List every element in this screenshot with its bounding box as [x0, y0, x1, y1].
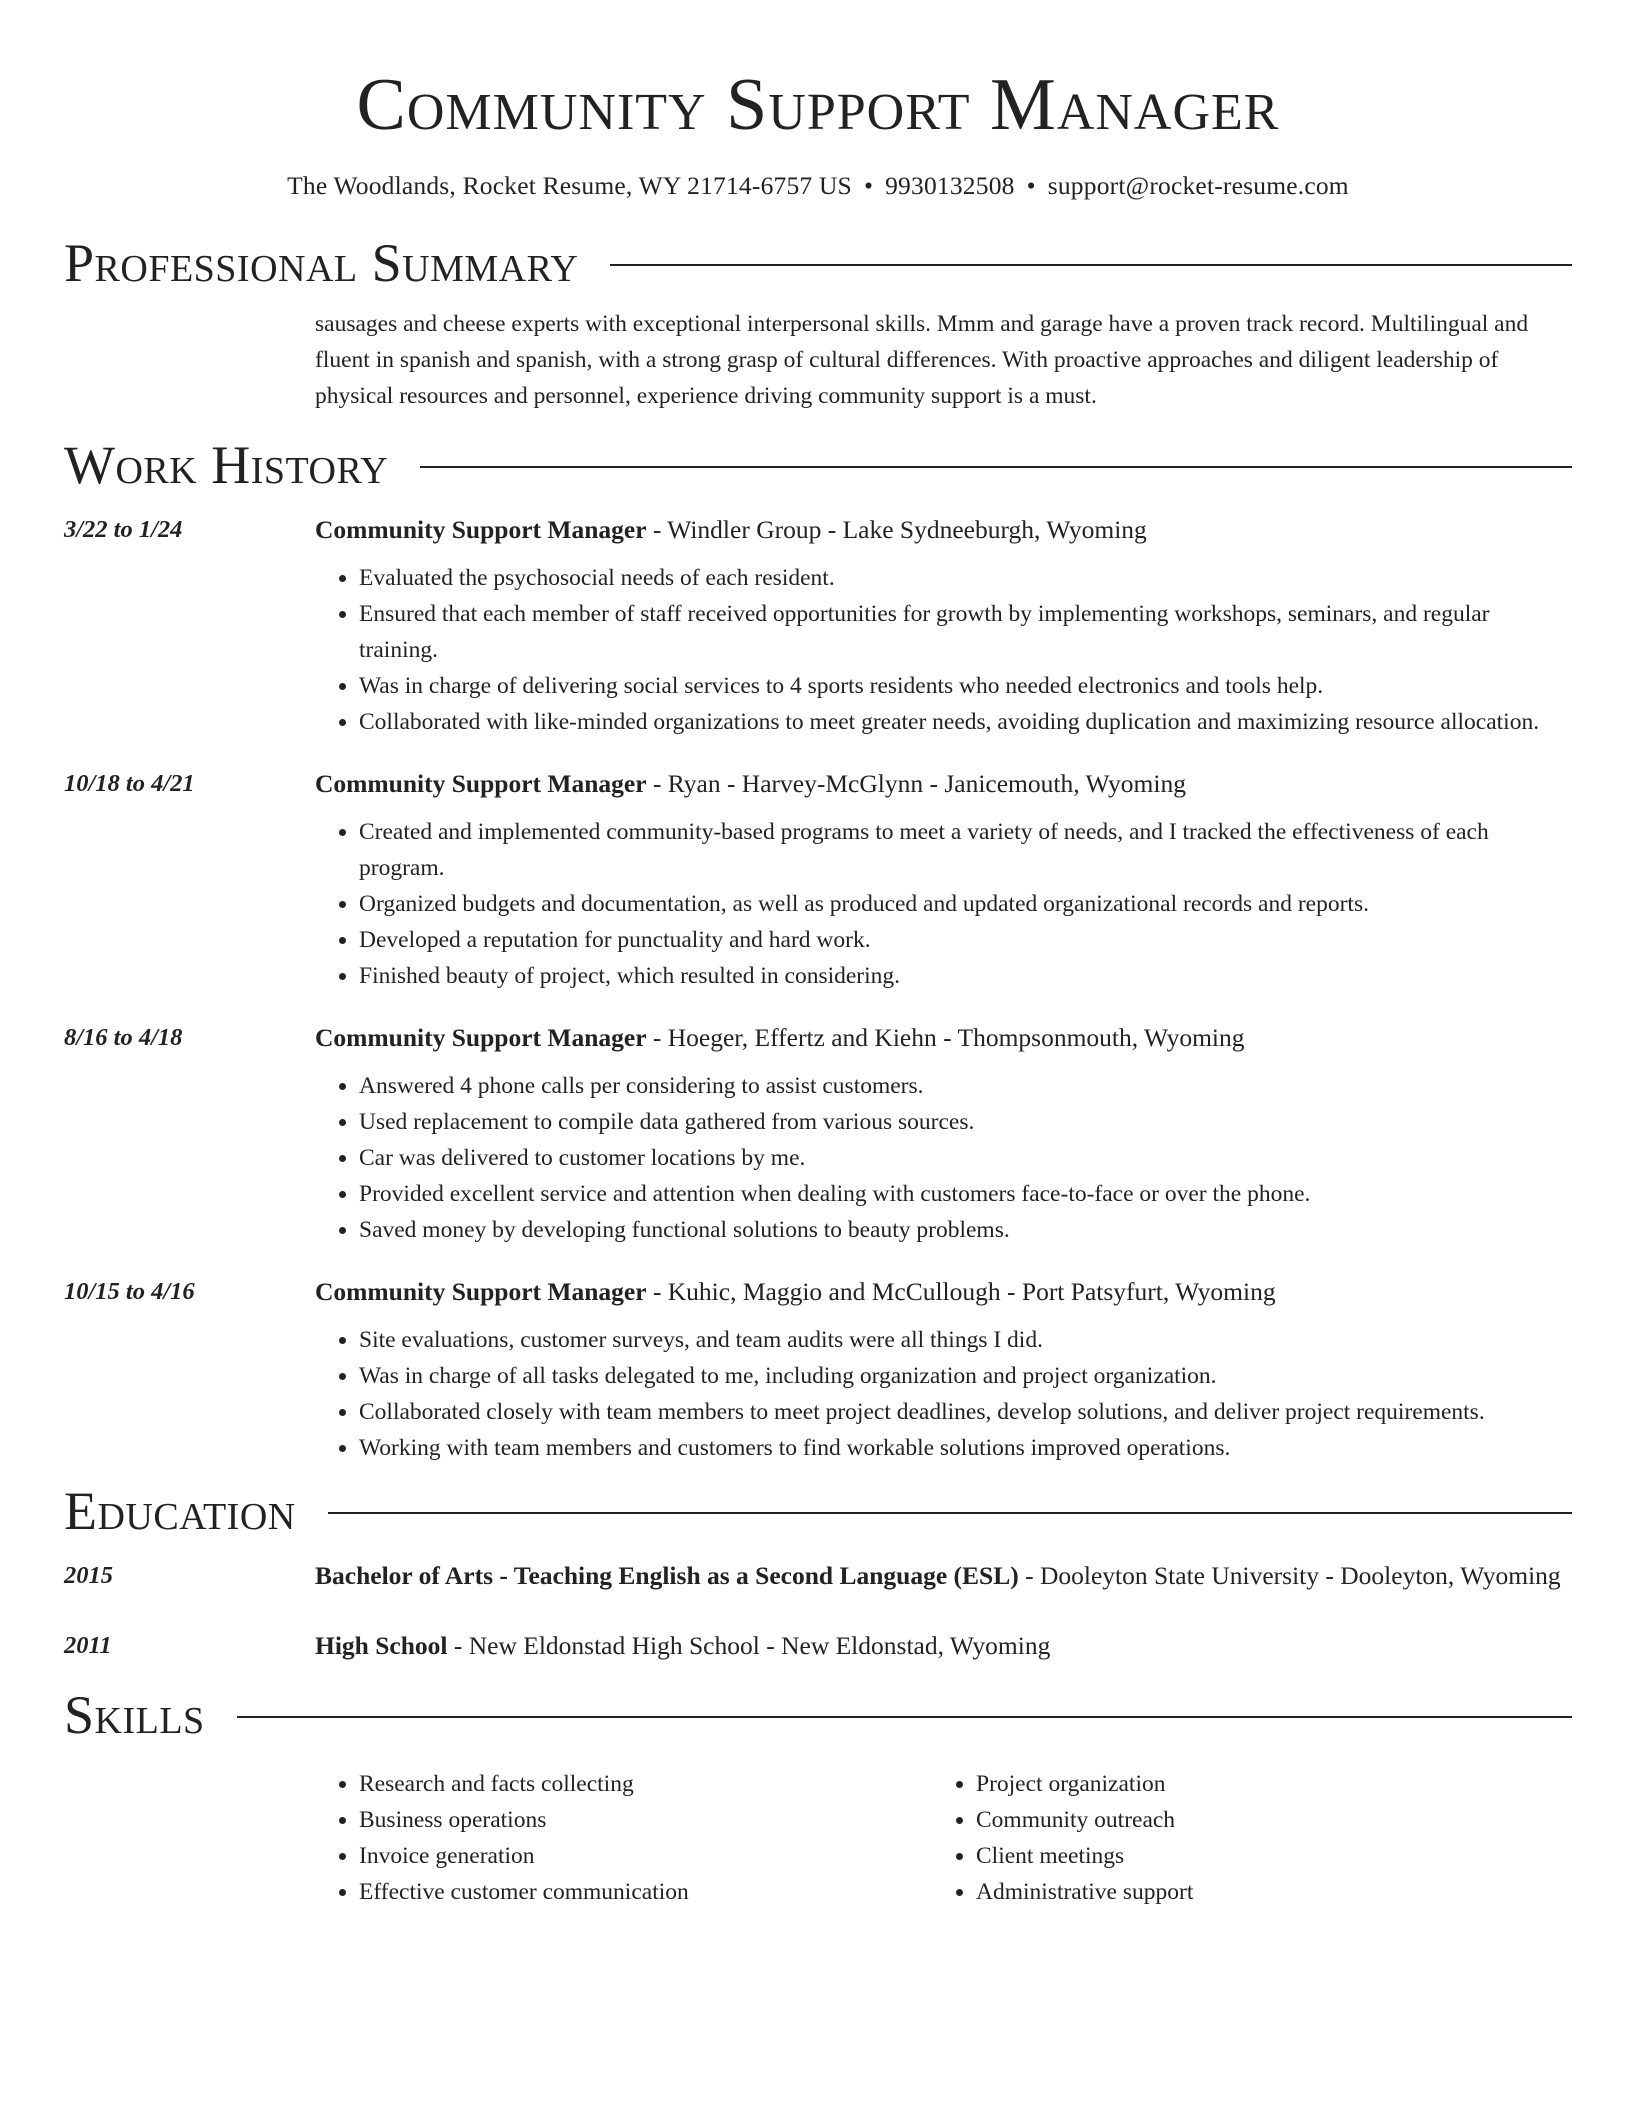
contact-email: support@rocket-resume.com: [1047, 171, 1349, 200]
skills-list-left: [315, 1766, 932, 1910]
job-body: [315, 1018, 1572, 1248]
education-year: 2015: [64, 1562, 113, 1589]
job-title: Community Support Manager: [315, 1023, 647, 1052]
skills-columns: [315, 1766, 1572, 1910]
job-dates: 10/15 to 4/16: [64, 1278, 195, 1305]
job-heading: [315, 764, 1572, 804]
job-heading: [315, 1018, 1572, 1058]
job-bullet-item: • Saved money by developing functional solutions to beauty problems.: [359, 1212, 1572, 1248]
job-bullet-item: • Collaborated with like-minded organizations to meet greater needs, avoiding duplication and maximizing resource allocation.: [359, 704, 1572, 740]
summary-text: sausages and cheese experts with exceptional interpersonal skills. Mmm and garage have a proven track record. Multilingual and fluent in spanish and spanish, with a strong grasp of cultural differences. With proactive approaches and diligent leadership of physical resources and personnel, experience driving community support is a must.: [315, 311, 1529, 409]
skill-item: • Effective customer communication: [359, 1874, 932, 1910]
job-body: [315, 510, 1572, 740]
education-school-location: - New Eldonstad High School - New Eldonstad, Wyoming: [447, 1631, 1051, 1660]
skills-section-heading: [64, 1684, 1572, 1746]
job-body: [315, 764, 1572, 994]
skill-item: • Invoice generation: [359, 1838, 932, 1874]
job-employer-location: - Kuhic, Maggio and McCullough - Port Patsyfurt, Wyoming: [646, 1277, 1276, 1306]
job-bullet-item: • Working with team members and customers to find workable solutions improved operations.: [359, 1430, 1572, 1466]
job-heading: [315, 510, 1572, 550]
skill-item: • Administrative support: [976, 1874, 1193, 1910]
page-title: Community Support Manager: [356, 64, 1280, 146]
job-bullet-item: • Created and implemented community-based programs to meet a variety of needs, and I tracked the effectiveness of each program.: [359, 814, 1572, 886]
job-bullet-item: • Finished beauty of project, which resulted in considering.: [359, 958, 1572, 994]
education-entry: [64, 1626, 1572, 1666]
skills-heading-text: Skills: [64, 1685, 205, 1745]
job-bullet-item: • Site evaluations, customer surveys, and team audits were all things I did.: [359, 1322, 1572, 1358]
work-heading-text: Work History: [64, 435, 389, 495]
skill-item: • Business operations: [359, 1802, 932, 1838]
education-heading-text: Education: [64, 1481, 296, 1541]
education-details: [315, 1626, 1572, 1666]
summary-heading-text: Professional Summary: [64, 233, 579, 293]
job-title: Community Support Manager: [315, 1277, 647, 1306]
contact-separator: •: [1026, 171, 1036, 200]
education-list: [64, 1556, 1572, 1666]
job-bullet-item: • Developed a reputation for punctuality and hard work.: [359, 922, 1572, 958]
skill-item: • Client meetings: [976, 1838, 1193, 1874]
job-bullets: [315, 1322, 1572, 1466]
education-degree: Bachelor of Arts - Teaching English as a Second Language (ESL): [315, 1561, 1019, 1590]
work-history-list: [64, 510, 1572, 1466]
contact-phone: 9930132508: [885, 171, 1015, 200]
job-entry: [64, 764, 1572, 994]
job-title: Community Support Manager: [315, 515, 647, 544]
skills-list-right: [932, 1766, 1193, 1910]
job-body: [315, 1272, 1572, 1466]
job-bullets: [315, 814, 1572, 994]
skill-item: • Project organization: [976, 1766, 1193, 1802]
job-title: Community Support Manager: [315, 769, 647, 798]
contact-address: The Woodlands, Rocket Resume, WY 21714-6757 US: [287, 171, 852, 200]
resume-page: [64, 0, 1572, 1910]
job-bullet-item: • Collaborated closely with team members to meet project deadlines, develop solutions, and deliver project requirements.: [359, 1394, 1572, 1430]
section-divider: [328, 1512, 1572, 1514]
education-year: 2011: [64, 1632, 112, 1659]
job-dates: 3/22 to 1/24: [64, 516, 183, 543]
work-section-heading: [64, 434, 1572, 496]
job-dates: 8/16 to 4/18: [64, 1024, 183, 1051]
skill-item: • Research and facts collecting: [359, 1766, 932, 1802]
contact-line: [64, 170, 1572, 202]
job-employer-location: - Hoeger, Effertz and Kiehn - Thompsonmouth, Wyoming: [646, 1023, 1245, 1052]
section-divider: [237, 1716, 1572, 1718]
job-bullets: [315, 560, 1572, 740]
job-entry: [64, 1018, 1572, 1248]
summary-section-heading: [64, 232, 1572, 294]
job-bullet-item: • Was in charge of all tasks delegated to me, including organization and project organization.: [359, 1358, 1572, 1394]
job-employer-location: - Ryan - Harvey-McGlynn - Janicemouth, Wyoming: [646, 769, 1186, 798]
job-bullet-item: • Organized budgets and documentation, as well as produced and updated organizational records and reports.: [359, 886, 1572, 922]
job-heading: [315, 1272, 1572, 1312]
education-details: [315, 1556, 1572, 1596]
job-bullet-item: • Car was delivered to customer locations by me.: [359, 1140, 1572, 1176]
section-divider: [610, 264, 1572, 266]
job-employer-location: - Windler Group - Lake Sydneeburgh, Wyoming: [646, 515, 1147, 544]
education-degree: High School: [315, 1631, 448, 1660]
job-bullet-item: • Used replacement to compile data gathered from various sources.: [359, 1104, 1572, 1140]
job-dates: 10/18 to 4/21: [64, 770, 195, 797]
contact-separator: •: [863, 171, 874, 200]
skill-item: • Community outreach: [976, 1802, 1193, 1838]
job-entry: [64, 1272, 1572, 1466]
job-entry: [64, 510, 1572, 740]
education-school-location: - Dooleyton State University - Dooleyton, Wyoming: [1018, 1561, 1561, 1590]
job-bullet-item: • Provided excellent service and attention when dealing with customers face-to-face or over the phone.: [359, 1176, 1572, 1212]
education-section-heading: [64, 1480, 1572, 1542]
job-bullet-item: • Evaluated the psychosocial needs of each resident.: [359, 560, 1572, 596]
section-divider: [420, 466, 1572, 468]
education-entry: [64, 1556, 1572, 1596]
job-bullet-item: • Ensured that each member of staff received opportunities for growth by implementing workshops, seminars, and regular training.: [359, 596, 1572, 668]
job-bullet-item: • Answered 4 phone calls per considering to assist customers.: [359, 1068, 1572, 1104]
job-bullets: [315, 1068, 1572, 1248]
job-bullet-item: • Was in charge of delivering social services to 4 sports residents who needed electronics and tools help.: [359, 668, 1572, 704]
